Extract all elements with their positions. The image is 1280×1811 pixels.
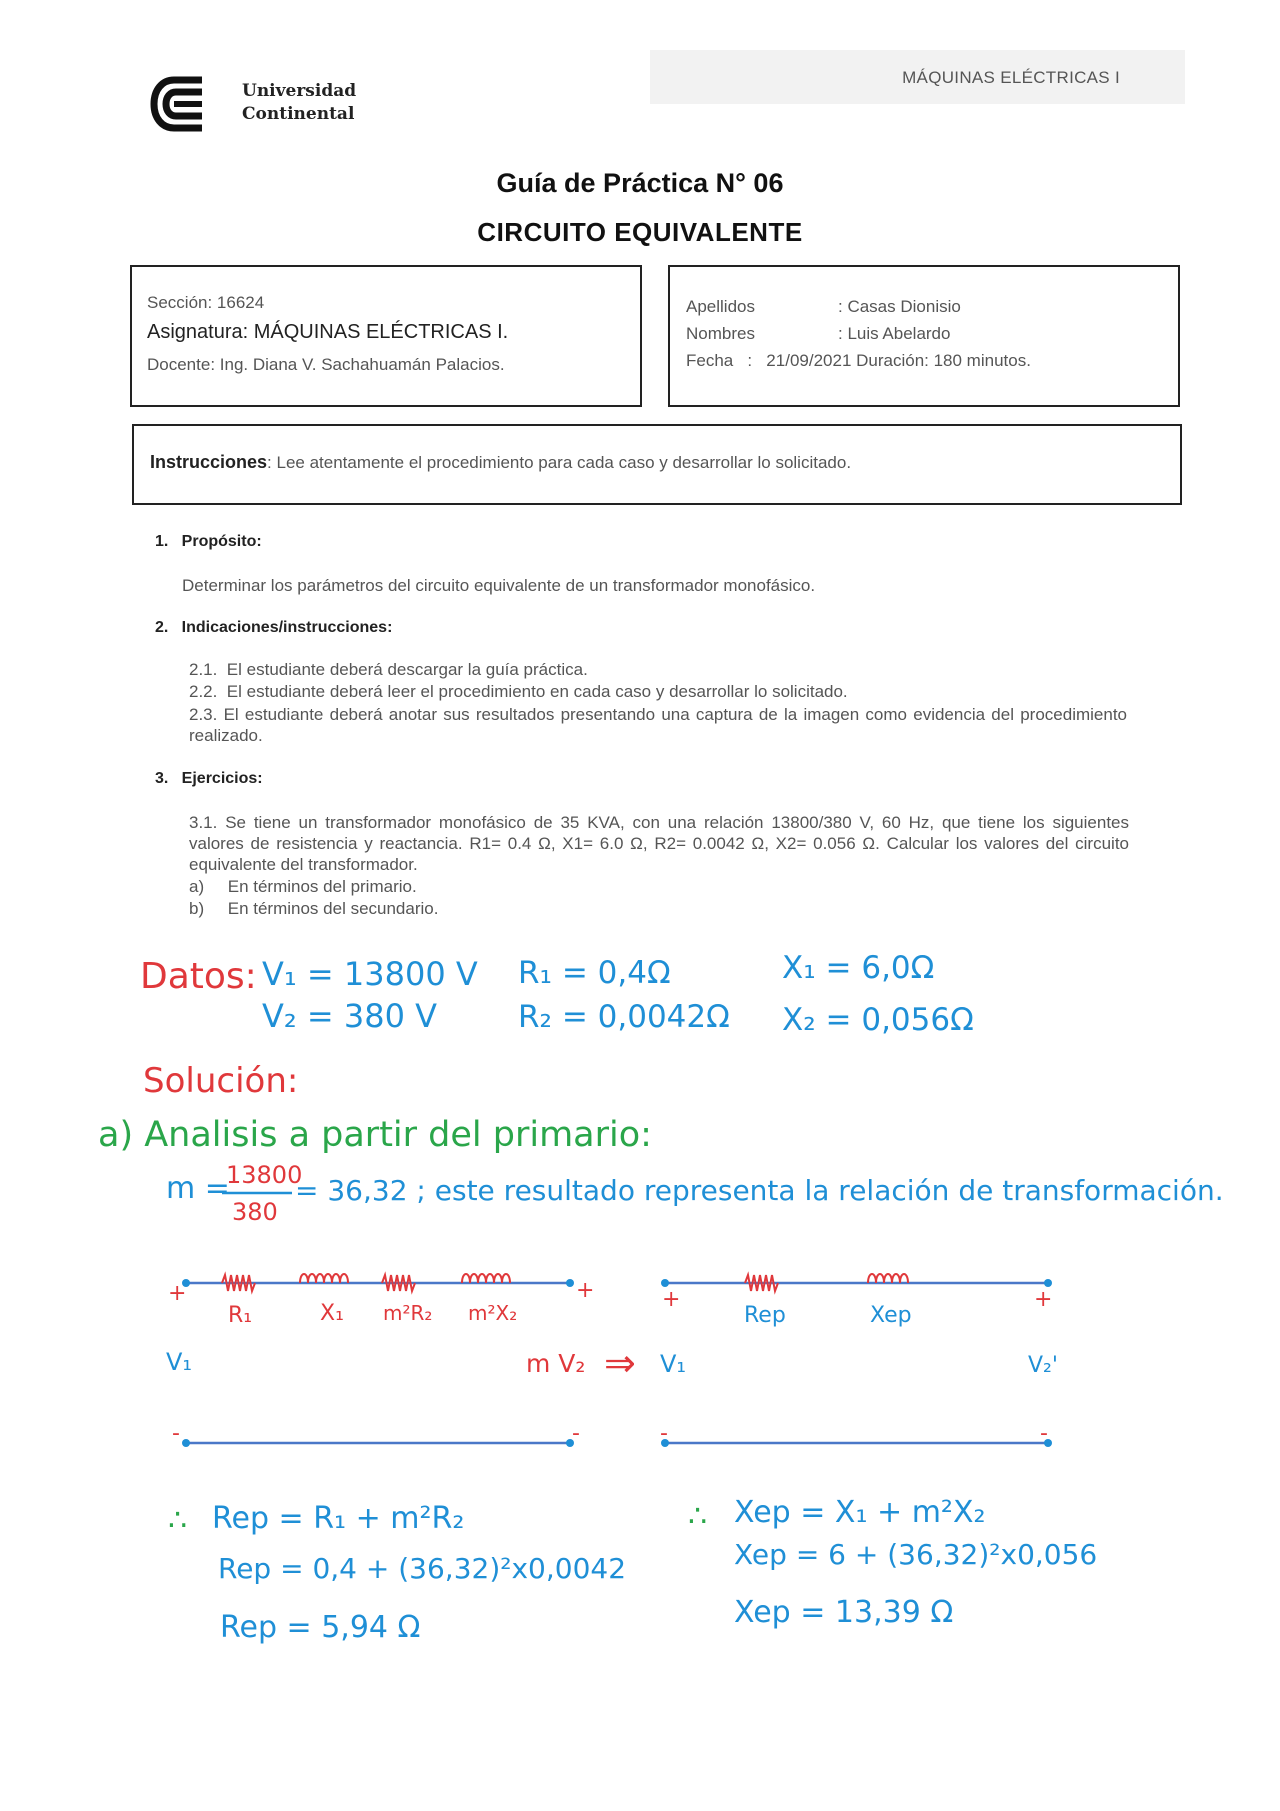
- rep-equation-1: Rep = R₁ + m²R₂: [212, 1501, 465, 1536]
- resistor-rep: [745, 1275, 778, 1291]
- therefore-symbol: ∴: [168, 1503, 188, 1538]
- terminal-dot: [1044, 1279, 1052, 1287]
- therefore-symbol: ∴: [688, 1499, 708, 1534]
- terminal-dot: [182, 1439, 190, 1447]
- label-m2r2: m²R₂: [383, 1301, 433, 1325]
- inductor-xep: [868, 1274, 908, 1283]
- plus-sign: +: [168, 1281, 187, 1306]
- xep-equation-1: Xep = X₁ + m²X₂: [734, 1495, 986, 1530]
- m-denominator: 380: [232, 1198, 278, 1226]
- fecha-line: Fecha : 21/09/2021 Duración: 180 minutos.: [686, 351, 1031, 370]
- label-v1: V₁: [166, 1348, 193, 1376]
- plus-sign: +: [1034, 1287, 1053, 1312]
- m-label: m =: [166, 1171, 230, 1206]
- section-1-title: 1. Propósito:: [155, 533, 262, 550]
- problem-statement: 3.1. Se tiene un transformador monofásico de 35 KVA, con una relación 13800/380 V, 60 Hz, que tiene los siguientes valores de resistencia y reactancia. R1= 0.4 Ω, X1= 6.0 Ω, R2= 0.0042 Ω, X2= 0.056 Ω. Calcular los valores del circuito equivalente del transformador.: [189, 813, 1129, 874]
- problem-part-a: a) En términos del primario.: [189, 877, 417, 896]
- label-v1-eq: V₁: [660, 1350, 687, 1378]
- section-1-text: Determinar los parámetros del circuito equivalente de un transformador monofásico.: [182, 576, 816, 595]
- inductor-x1: [300, 1274, 348, 1283]
- docente-text: Docente: Ing. Diana V. Sachahuamán Palacios.: [147, 355, 505, 374]
- implies-arrow: ⇒: [604, 1341, 636, 1385]
- v2-given: V₂ = 380 V: [262, 997, 438, 1035]
- section-3-title: 3. Ejercicios:: [155, 770, 263, 787]
- solucion-label: Solución:: [143, 1061, 299, 1101]
- minus-sign: -: [660, 1421, 668, 1446]
- rep-result: Rep = 5,94 Ω: [220, 1610, 421, 1645]
- list-item: 2.3. El estudiante deberá anotar sus resultados presentando una captura de la imagen como evidencia del procedimiento realizado.: [189, 705, 1127, 745]
- m-result: = 36,32 ; este resultado representa la relación de transformación.: [295, 1174, 1224, 1207]
- list-item: 2.2. El estudiante deberá leer el procedimiento en cada caso y desarrollar lo solicitado.: [189, 682, 848, 701]
- label-v2-prime: V₂': [1028, 1353, 1058, 1378]
- r1-given: R₁ = 0,4Ω: [518, 955, 671, 991]
- v1-given: V₁ = 13800 V: [262, 955, 478, 993]
- m-numerator: 13800: [226, 1161, 303, 1189]
- part-a-heading: a) Analisis a partir del primario:: [98, 1115, 652, 1155]
- xep-equation-2: Xep = 6 + (36,32)²x0,056: [734, 1538, 1098, 1571]
- plus-sign: +: [662, 1287, 681, 1312]
- label-rep: Rep: [744, 1303, 786, 1328]
- label-xep: Xep: [870, 1303, 912, 1328]
- seccion-text: Sección: 16624: [147, 293, 265, 312]
- label-r1: R₁: [228, 1303, 253, 1328]
- inductor-m2x2: [462, 1274, 510, 1283]
- page-subtitle: CIRCUITO EQUIVALENTE: [477, 217, 803, 247]
- x1-given: X₁ = 6,0Ω: [782, 950, 935, 986]
- course-tag: MÁQUINAS ELÉCTRICAS I: [902, 68, 1120, 87]
- instructions-text: Instrucciones: Lee atentamente el procedimiento para cada caso y desarrollar lo solicitado.: [150, 452, 852, 472]
- label-x1: X₁: [320, 1301, 344, 1326]
- circuit-diagram-2: [660, 1274, 1058, 1447]
- minus-sign: -: [172, 1421, 180, 1446]
- list-item: 2.1. El estudiante deberá descargar la guía práctica.: [189, 660, 588, 679]
- page-title: Guía de Práctica N° 06: [496, 168, 784, 198]
- minus-sign: -: [572, 1421, 580, 1446]
- university-name: Universidad Continental: [242, 81, 357, 124]
- nombres-value: : Luis Abelardo: [838, 324, 951, 343]
- x2-given: X₂ = 0,056Ω: [782, 1002, 974, 1038]
- terminal-dot: [661, 1279, 669, 1287]
- section-2-title: 2. Indicaciones/instrucciones:: [155, 619, 393, 636]
- label-m2x2: m²X₂: [468, 1301, 518, 1325]
- resistor-m2r2: [382, 1275, 415, 1291]
- plus-sign: +: [576, 1278, 595, 1303]
- apellidos-label: Apellidos: [686, 297, 755, 316]
- label-mv2: m V₂: [526, 1349, 586, 1378]
- problem-part-b: b) En términos del secundario.: [189, 899, 439, 918]
- datos-label: Datos:: [140, 956, 257, 997]
- circuit-diagram-1: [166, 1274, 594, 1447]
- r2-given: R₂ = 0,0042Ω: [518, 999, 730, 1035]
- apellidos-value: : Casas Dionisio: [838, 297, 961, 316]
- minus-sign: -: [1040, 1421, 1048, 1446]
- asignatura-text: Asignatura: MÁQUINAS ELÉCTRICAS I.: [147, 321, 509, 343]
- rep-equation-2: Rep = 0,4 + (36,32)²x0,0042: [218, 1552, 627, 1585]
- nombres-label: Nombres: [686, 324, 755, 343]
- xep-result: Xep = 13,39 Ω: [734, 1595, 954, 1630]
- resistor-r1: [222, 1275, 255, 1291]
- terminal-dot: [566, 1279, 574, 1287]
